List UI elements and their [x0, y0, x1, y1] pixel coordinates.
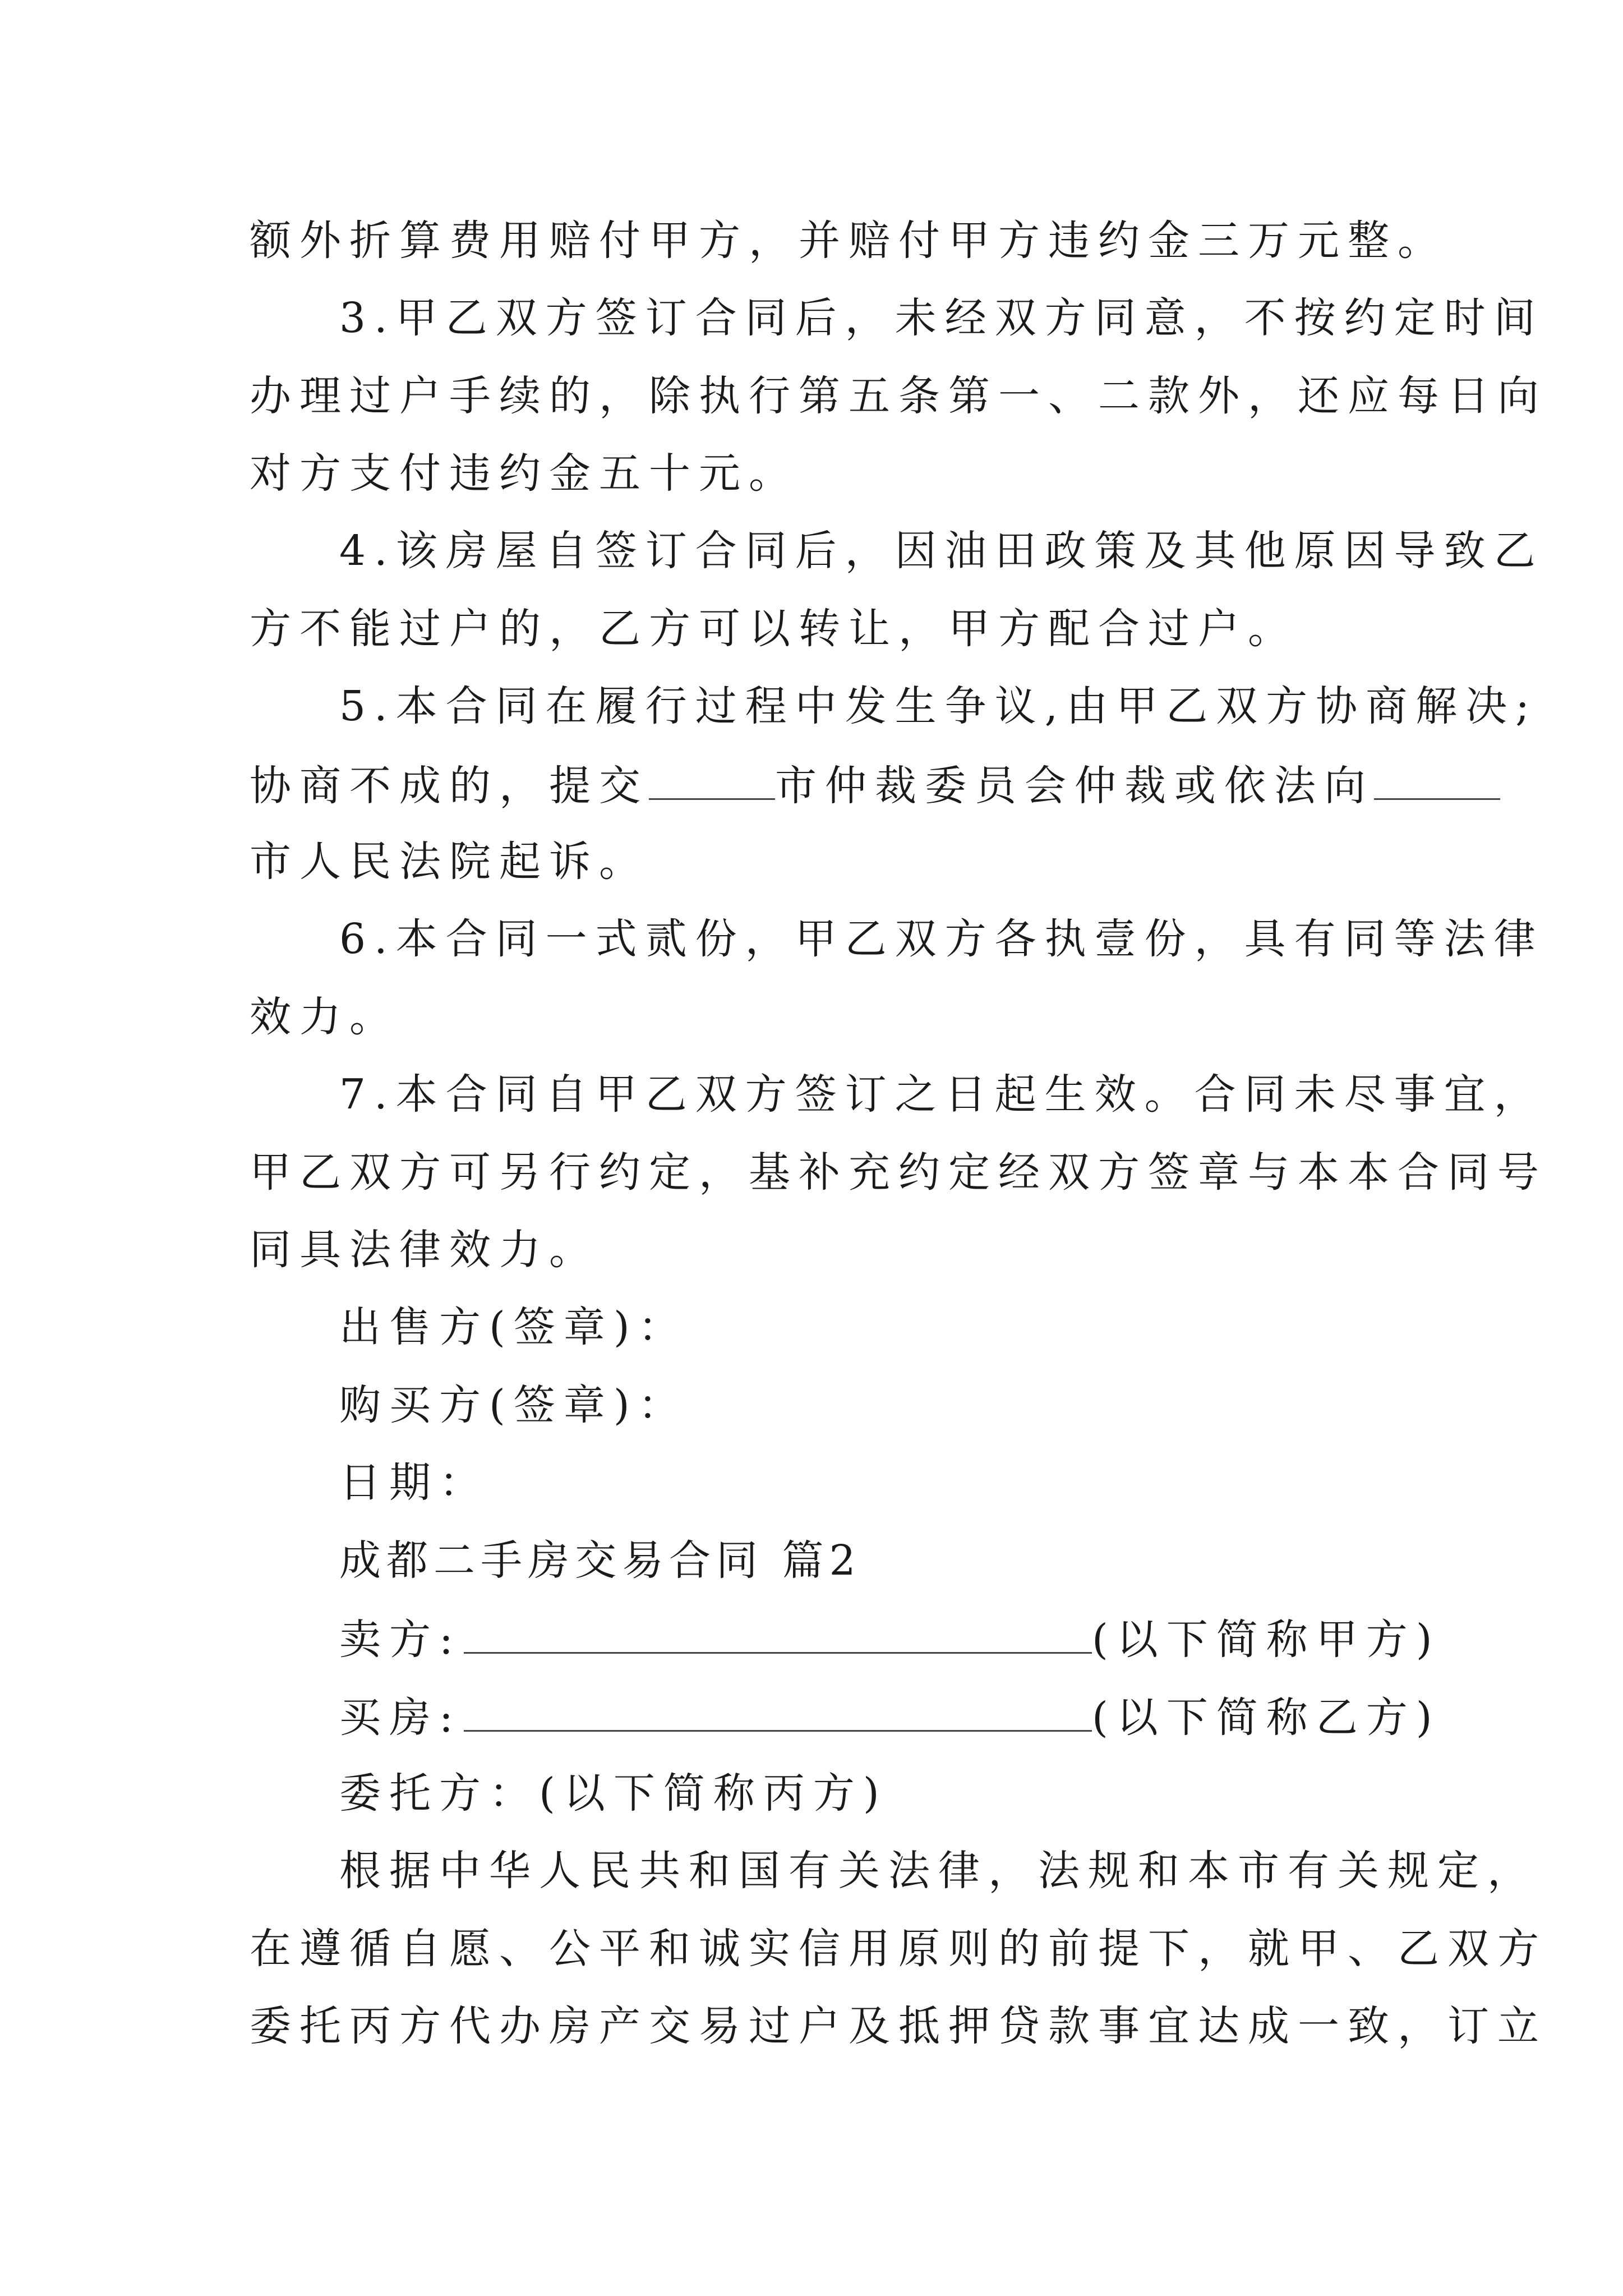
seller-label: 卖方:	[339, 1616, 462, 1664]
seller-blank-field[interactable]	[464, 1617, 1092, 1654]
date-label: 日期：	[339, 1458, 489, 1507]
clause-4-line-1: 4.该房屋自签订合同后，因油田政策及其他原因导致乙	[339, 527, 1544, 575]
clause-7-line-3: 同具法律效力。	[250, 1226, 599, 1274]
seller-signature-label: 出售方(签章)：	[339, 1303, 688, 1351]
clause-4-line-2: 方不能过户的，乙方可以转让，甲方配合过户。	[250, 605, 1298, 653]
seller-note: (以下简称甲方)	[1091, 1616, 1441, 1664]
buyer-note: (以下简称乙方)	[1091, 1694, 1441, 1742]
court-city-blank-field[interactable]	[1374, 763, 1500, 800]
clause-3-line-3: 对方支付违约金五十元。	[250, 449, 799, 498]
preamble-line-1: 根据中华人民共和国有关法律，法规和本市有关规定，	[339, 1847, 1537, 1895]
clause-3-line-1: 3.甲乙双方签订合同后，未经双方同意，不按约定时间	[339, 294, 1544, 342]
clause-3-line-2: 办理过户手续的，除执行第五条第一、二款外，还应每日向	[250, 372, 1547, 420]
clause-5-line-2	[250, 762, 1500, 810]
clause-5-text-a: 协商不成的，提交	[250, 762, 649, 810]
buyer-blank-field[interactable]	[464, 1695, 1092, 1732]
clause-6-line-2: 效力。	[250, 993, 399, 1041]
seller-line	[339, 1616, 1441, 1664]
clause-5-line-1: 5.本合同在履行过程中发生争议,由甲乙双方协商解决;	[339, 682, 1538, 730]
clause-7-line-1: 7.本合同自甲乙双方签订之日起生效。合同未尽事宜，	[339, 1070, 1544, 1119]
section-heading: 成都二手房交易合同 篇2	[339, 1536, 861, 1585]
buyer-label: 买房:	[339, 1694, 462, 1742]
preamble-line-3: 委托丙方代办房产交易过户及抵押贷款事宜达成一致，订立	[250, 2002, 1547, 2050]
preamble-line-2: 在遵循自愿、公平和诚实信用原则的前提下，就甲、乙双方	[250, 1925, 1547, 1973]
city-blank-field[interactable]	[649, 763, 775, 800]
paragraph-line: 额外折算费用赔付甲方，并赔付甲方违约金三万元整。	[250, 217, 1447, 265]
clause-5-line-3: 市人民法院起诉。	[250, 838, 649, 886]
buyer-signature-label: 购买方(签章)：	[339, 1381, 688, 1429]
clause-7-line-2: 甲乙双方可另行约定，基补充约定经双方签章与本本合同号	[250, 1148, 1547, 1197]
clause-5-text-b: 市仲裁委员会仲裁或依法向	[775, 762, 1374, 810]
buyer-line	[339, 1694, 1441, 1742]
clause-6-line-1: 6.本合同一式贰份，甲乙双方各执壹份，具有同等法律	[339, 915, 1544, 963]
agent-line: 委托方：(以下简称丙方)	[339, 1769, 888, 1818]
